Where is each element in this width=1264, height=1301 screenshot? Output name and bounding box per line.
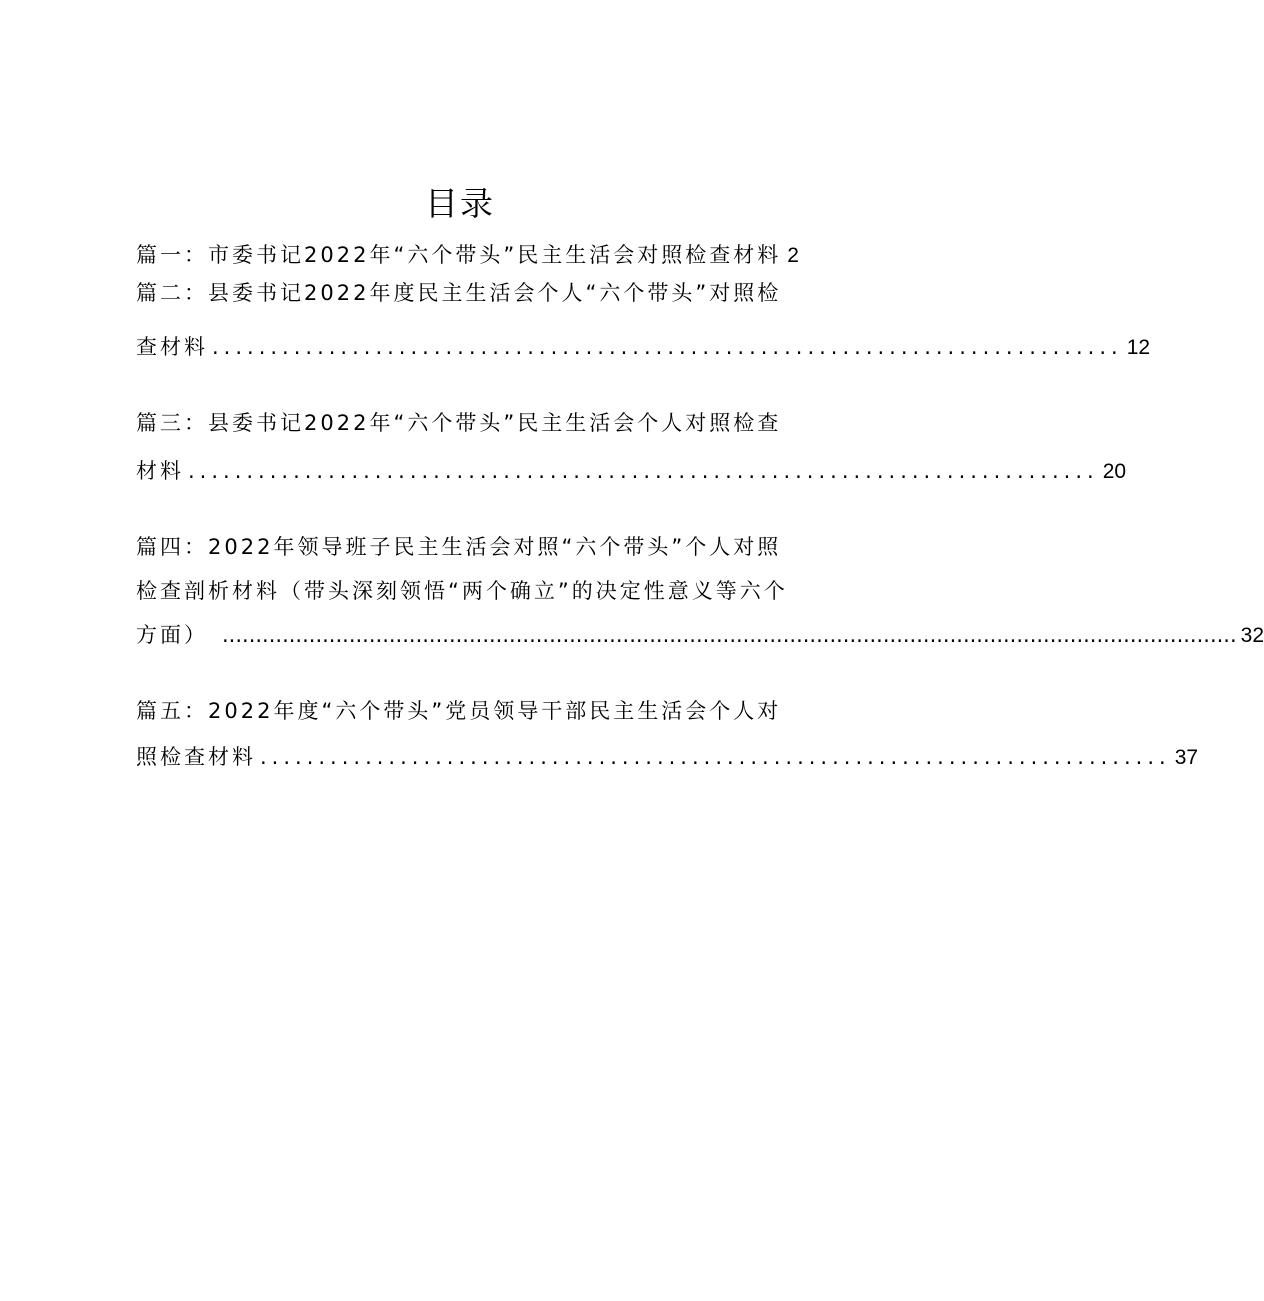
toc-entry-2[interactable]: [136, 274, 1151, 366]
toc-entry-4-text-line-1: 篇四：2022年领导班子民主生活会对照“六个带头”个人对照: [136, 535, 782, 559]
toc-entry-1-text: 篇一：市委书记2022年“六个带头”民主生活会对照检查材料: [136, 243, 782, 267]
toc-entry-2-text-line-2: 查材料: [136, 335, 208, 359]
toc-entry-5[interactable]: [136, 692, 1199, 776]
toc-entry-3-page: 20: [1102, 460, 1127, 483]
dot-leader: ..............................................................................: [188, 459, 1099, 483]
toc-entry-2-page: 12: [1126, 336, 1151, 359]
toc-title: 目录: [425, 184, 495, 223]
toc-entry-2-text-line-1: 篇二：县委书记2022年度民主生活会个人“六个带头”对照检: [136, 281, 782, 305]
toc-entry-4-text-line-2: 检查剖析材料（带头深刻领悟“两个确立”的决定性意义等六个: [136, 579, 788, 603]
toc-entry-3-text-line-1: 篇三：县委书记2022年“六个带头”民主生活会个人对照检查: [136, 411, 782, 435]
toc-entry-5-text-line-2: 照检查材料: [136, 745, 256, 769]
dot-leader: ..............................................................................: [212, 335, 1123, 359]
toc-entry-5-text-line-1: 篇五：2022年度“六个带头”党员领导干部民主生活会个人对: [136, 699, 782, 723]
toc-entry-3-text-line-2: 材料: [136, 459, 184, 483]
toc-entry-1[interactable]: [136, 236, 799, 274]
toc-entry-3[interactable]: [136, 404, 1127, 490]
table-of-contents: [136, 236, 1264, 776]
toc-entry-4-text-line-3: 方面）: [136, 623, 208, 647]
dot-leader: ..............................................................................: [260, 745, 1171, 769]
toc-entry-4[interactable]: [136, 528, 1264, 654]
dot-leader: ........................................................................................................................................................: [222, 623, 1237, 647]
toc-entry-1-page: 2: [787, 244, 799, 267]
toc-entry-4-page: 32: [1240, 624, 1264, 647]
toc-entry-5-page: 37: [1174, 746, 1199, 769]
